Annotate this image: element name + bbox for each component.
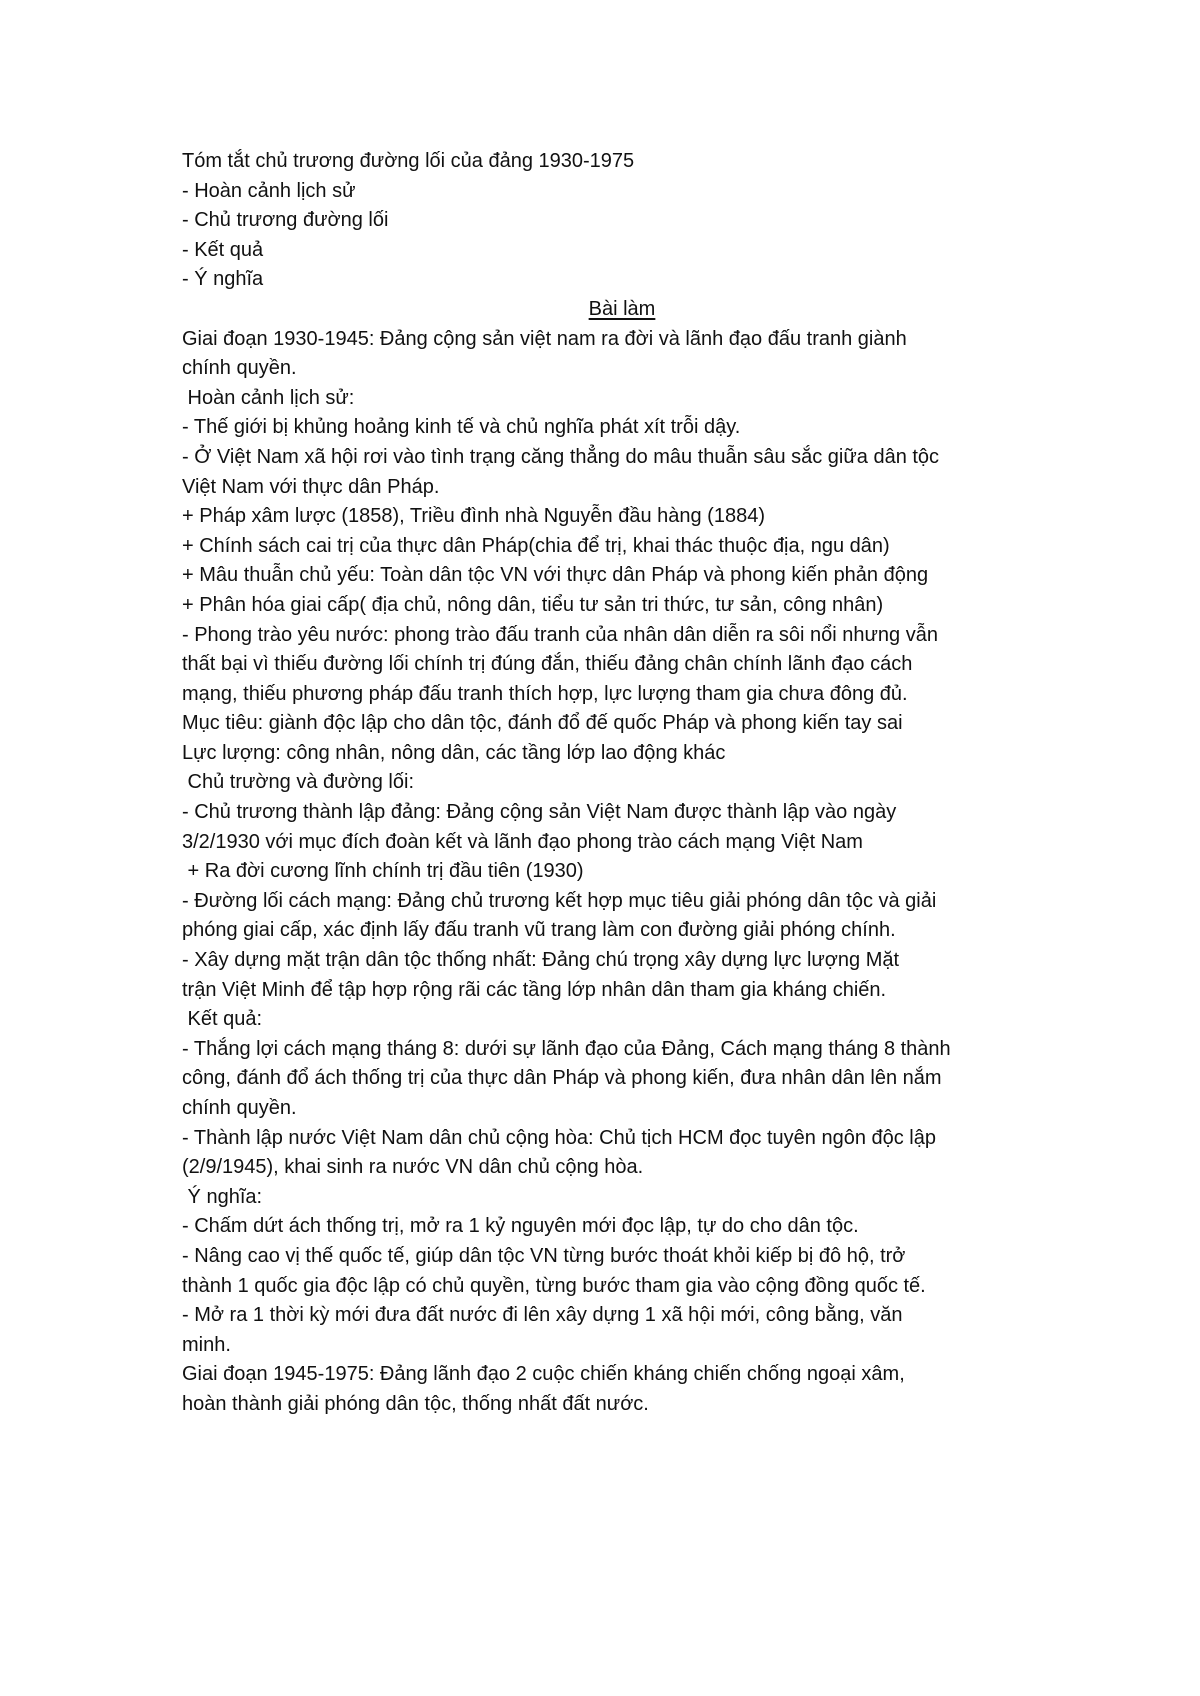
body-line: Giai đoạn 1945-1975: Đảng lãnh đạo 2 cuộc chiến kháng chiến chống ngoại xâm, xyxy=(182,1363,905,1386)
body-line: - Xây dựng mặt trận dân tộc thống nhất: Đảng chú trọng xây dựng lực lượng Mặt xyxy=(182,949,900,972)
section-heading: Bài làm xyxy=(588,297,656,320)
body-line: hoàn thành giải phóng dân tộc, thống nhất đất nước. xyxy=(182,1392,649,1415)
body-line: + Mâu thuẫn chủ yếu: Toàn dân tộc VN với thực dân Pháp và phong kiến phản động xyxy=(182,564,929,587)
body-line: - Phong trào yêu nước: phong trào đấu tranh của nhân dân diễn ra sôi nổi nhưng vẫn xyxy=(182,623,938,646)
body-line: - Thế giới bị khủng hoảng kinh tế và chủ nghĩa phát xít trỗi dậy. xyxy=(182,416,741,439)
document-body xyxy=(182,325,1062,1420)
body-line: Hoàn cảnh lịch sử: xyxy=(182,386,355,409)
body-line: thất bại vì thiếu đường lối chính trị đúng đắn, thiếu đảng chân chính lãnh đạo cách xyxy=(182,653,913,676)
body-line: + Ra đời cương lĩnh chính trị đầu tiên (1930) xyxy=(182,860,584,883)
body-line: - Ở Việt Nam xã hội rơi vào tình trạng căng thẳng do mâu thuẫn sâu sắc giữa dân tộc xyxy=(182,445,940,468)
body-line: minh. xyxy=(182,1333,231,1356)
body-line: Giai đoạn 1930-1945: Đảng cộng sản việt nam ra đời và lãnh đạo đấu tranh giành xyxy=(182,327,907,350)
outline-item: - Ý nghĩa xyxy=(182,268,264,291)
body-line: Việt Nam với thực dân Pháp. xyxy=(182,475,440,498)
body-line: Mục tiêu: giành độc lập cho dân tộc, đánh đổ đế quốc Pháp và phong kiến tay sai xyxy=(182,712,903,735)
outline-list xyxy=(182,177,1062,295)
body-line: thành 1 quốc gia độc lập có chủ quyền, từng bước tham gia vào cộng đồng quốc tế. xyxy=(182,1274,926,1297)
body-line: mạng, thiếu phương pháp đấu tranh thích hợp, lực lượng tham gia chưa đông đủ. xyxy=(182,682,908,705)
body-line: Chủ trường và đường lối: xyxy=(182,771,415,794)
outline-item: - Hoàn cảnh lịch sử xyxy=(182,179,356,202)
document-page xyxy=(182,147,1062,1420)
body-line: - Đường lối cách mạng: Đảng chủ trương kết hợp mục tiêu giải phóng dân tộc và giải xyxy=(182,889,937,912)
body-line: - Chấm dứt ách thống trị, mở ra 1 kỷ nguyên mới đọc lập, tự do cho dân tộc. xyxy=(182,1215,859,1238)
body-line: - Chủ trương thành lập đảng: Đảng cộng sản Việt Nam được thành lập vào ngày xyxy=(182,801,897,824)
body-line: (2/9/1945), khai sinh ra nước VN dân chủ cộng hòa. xyxy=(182,1156,644,1179)
body-line: trận Việt Minh để tập hợp rộng rãi các tầng lớp nhân dân tham gia kháng chiến. xyxy=(182,978,887,1001)
body-line: 3/2/1930 với mục đích đoàn kết và lãnh đạo phong trào cách mạng Việt Nam xyxy=(182,830,863,853)
body-line: chính quyền. xyxy=(182,1097,297,1119)
body-line: - Thắng lợi cách mạng tháng 8: dưới sự lãnh đạo của Đảng, Cách mạng tháng 8 thành xyxy=(182,1037,951,1060)
body-line: - Nâng cao vị thế quốc tế, giúp dân tộc VN từng bước thoát khỏi kiếp bị đô hộ, trở xyxy=(182,1244,906,1267)
body-line: Ý nghĩa: xyxy=(182,1185,263,1208)
body-line: công, đánh đổ ách thống trị của thực dân Pháp và phong kiến, đưa nhân dân lên nắm xyxy=(182,1067,942,1090)
body-line: + Chính sách cai trị của thực dân Pháp(chia để trị, khai thác thuộc địa, ngu dân) xyxy=(182,534,890,557)
body-line: chính quyền. xyxy=(182,357,297,380)
body-line: Kết quả: xyxy=(182,1008,263,1031)
body-line: - Thành lập nước Việt Nam dân chủ cộng hòa: Chủ tịch HCM đọc tuyên ngôn độc lập xyxy=(182,1126,936,1149)
body-line: + Pháp xâm lược (1858), Triều đình nhà Nguyễn đầu hàng (1884) xyxy=(182,505,765,528)
body-line: + Phân hóa giai cấp( địa chủ, nông dân, tiểu tư sản tri thức, tư sản, công nhân) xyxy=(182,593,884,616)
body-line: phóng giai cấp, xác định lấy đấu tranh vũ trang làm con đường giải phóng chính. xyxy=(182,919,896,942)
outline-item: - Chủ trương đường lối xyxy=(182,209,389,232)
document-title: Tóm tắt chủ trương đường lối của đảng 1930-1975 xyxy=(182,150,635,172)
body-line: Lực lượng: công nhân, nông dân, các tầng lớp lao động khác xyxy=(182,741,726,764)
outline-item: - Kết quả xyxy=(182,238,264,261)
body-line: - Mở ra 1 thời kỳ mới đưa đất nước đi lên xây dựng 1 xã hội mới, công bằng, văn xyxy=(182,1304,903,1327)
